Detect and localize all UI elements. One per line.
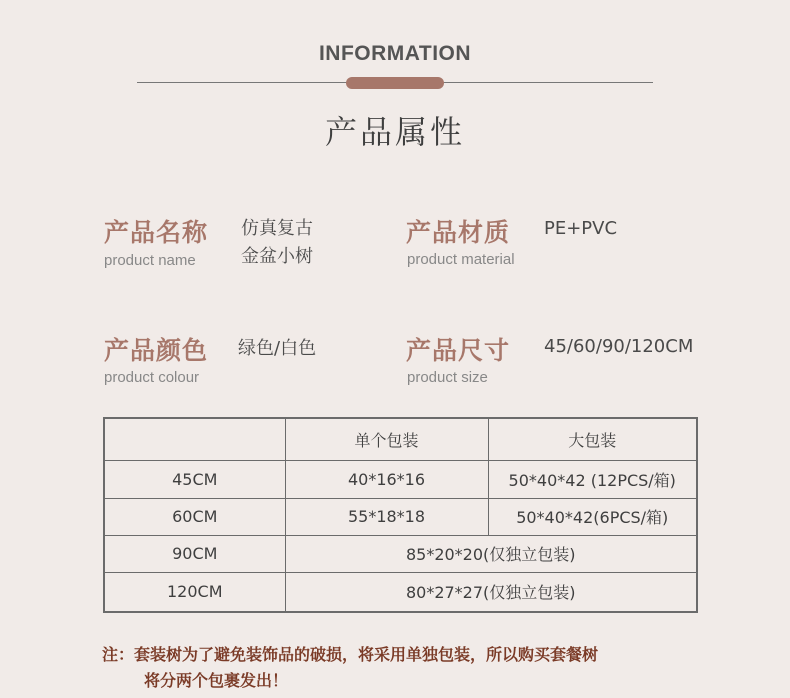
table-cell-size: 45CM — [104, 460, 285, 498]
table-cell-bulk: 50*40*42 (12PCS/箱) — [488, 460, 697, 498]
table-cell-size: 120CM — [104, 572, 285, 612]
table-cell-bulk: 50*40*42(6PCS/箱) — [488, 498, 697, 535]
table-row — [104, 460, 697, 498]
attr-size-sub: product size — [407, 369, 488, 386]
table-cell-single: 40*16*16 — [285, 460, 488, 498]
attr-name-sub: product name — [104, 252, 196, 269]
table-cell-size: 90CM — [104, 535, 285, 572]
table-cell-size: 60CM — [104, 498, 285, 535]
attr-name-value-line1: 仿真复古 — [241, 218, 313, 239]
note-line-1: 注：套装树为了避免装饰品的破损，将采用单独包装，所以购买套餐树 — [102, 645, 599, 664]
attr-material-label: 产品材质 — [406, 218, 511, 247]
attr-size-label: 产品尺寸 — [406, 336, 511, 365]
table-header-row — [104, 418, 697, 460]
table-row — [104, 572, 697, 612]
attr-name-value-line2: 金盆小树 — [241, 246, 313, 267]
table-header-cell: 大包装 — [488, 418, 697, 460]
note-line-2: 将分两个包裹发出！ — [144, 671, 289, 690]
attr-material-value: PE+PVC — [544, 218, 618, 239]
attr-colour-sub: product colour — [104, 369, 200, 386]
attr-material-sub: product material — [407, 251, 515, 268]
header-accent-bar — [346, 77, 444, 89]
table-cell-merged: 80*27*27(仅独立包装) — [285, 572, 697, 612]
table-row — [104, 498, 697, 535]
table-cell-single: 55*18*18 — [285, 498, 488, 535]
table-row — [104, 535, 697, 572]
table-header-cell — [104, 418, 285, 460]
table-cell-merged: 85*20*20(仅独立包装) — [285, 535, 697, 572]
attr-size-value: 45/60/90/120CM — [544, 336, 694, 357]
attr-colour-value: 绿色/白色 — [238, 338, 317, 359]
header-title: INFORMATION — [318, 42, 472, 65]
attr-colour-label: 产品颜色 — [104, 336, 209, 365]
packaging-table — [103, 417, 698, 613]
section-title: 产品属性 — [324, 113, 465, 151]
attr-name-label: 产品名称 — [104, 218, 209, 247]
table-header-cell: 单个包装 — [285, 418, 488, 460]
